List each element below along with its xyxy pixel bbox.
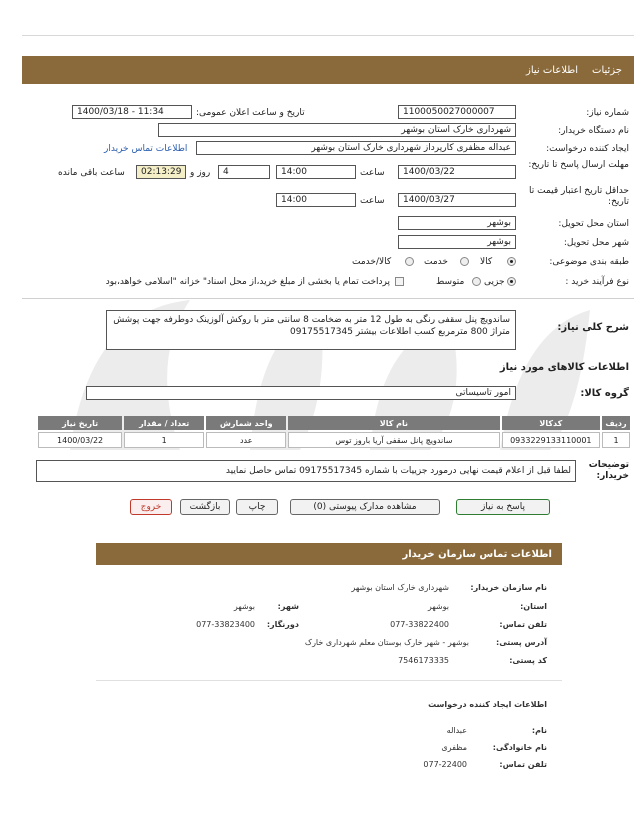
col-row: ردیف: [602, 416, 630, 430]
col-qty: تعداد / مقدار: [124, 416, 204, 430]
tab-details[interactable]: جزئیات: [592, 64, 622, 76]
col-code: کدکالا: [502, 416, 600, 430]
remaining-label: ساعت باقی مانده: [58, 168, 125, 178]
cell-qty: 1: [124, 432, 204, 448]
category-service-radio[interactable]: [460, 257, 469, 266]
contact-address-label: آدرس پستی:: [496, 638, 547, 647]
contact-divider: [96, 680, 562, 681]
reply-button[interactable]: پاسخ به نیاز: [456, 499, 550, 515]
creator-family-label: نام خانوادگی:: [492, 743, 547, 752]
category-both-label: کالا/خدمت: [352, 257, 392, 267]
creator-field: عبداله مظفری کارپرداز شهرداری خارک استان بوشهر: [196, 141, 516, 155]
deadline-date-field: 1400/03/22: [398, 165, 516, 179]
city-label: شهر محل تحویل:: [563, 238, 629, 248]
cell-unit: عدد: [206, 432, 286, 448]
deadline-time-field: 14:00: [276, 165, 356, 179]
process-minor-radio[interactable]: [507, 277, 516, 286]
need-number-field: 1100050027000007: [398, 105, 516, 119]
category-service-label: خدمت: [424, 257, 448, 267]
cell-date: 1400/03/22: [38, 432, 122, 448]
contact-fax-value: 077-33823400: [196, 620, 255, 629]
remaining-time-field: 02:13:29: [136, 165, 186, 179]
buyer-notes-text: لطفا قبل از اعلام قیمت نهایی درمورد جزییات با شماره 09175517345 تماس حاصل نمایید: [36, 460, 576, 482]
buyer-contact-link[interactable]: اطلاعات تماس خریدار: [104, 144, 188, 154]
view-docs-button[interactable]: مشاهده مدارک پیوستی (0): [290, 499, 440, 515]
city-field: بوشهر: [398, 235, 516, 249]
goods-table-header: [38, 416, 630, 430]
back-button[interactable]: بازگشت: [180, 499, 230, 515]
contact-fax-label: دورنگار:: [266, 620, 299, 629]
col-name: نام کالا: [288, 416, 499, 430]
contact-city-value: بوشهر: [233, 602, 255, 611]
print-button[interactable]: چاپ: [236, 499, 278, 515]
cell-name: ساندویچ پانل سقفی آریا باروز توس: [288, 432, 499, 448]
category-goods-radio[interactable]: [507, 257, 516, 266]
goods-table: [36, 414, 632, 450]
treasury-payment-note: پرداخت تمام یا بخشی از مبلغ خرید،از محل اسناد" خزانه "اسلامی خواهد،بود: [105, 277, 390, 287]
creator-name-value: عبداله: [446, 726, 467, 735]
treasury-payment-checkbox[interactable]: [395, 277, 404, 286]
section-divider: [22, 298, 634, 299]
contact-state-label: استان:: [520, 602, 547, 611]
goods-group-field: امور تاسیساتی: [86, 386, 516, 400]
process-medium-label: متوسط: [436, 277, 465, 287]
col-date: تاریخ نیاز: [38, 416, 122, 430]
category-label: طبقه بندی موضوعی:: [549, 257, 629, 267]
deadline-time-label: ساعت: [360, 168, 385, 178]
contact-city-label: شهر:: [277, 602, 299, 611]
creator-label: ایجاد کننده درخواست:: [546, 144, 629, 154]
contact-org-value: شهرداری خارک استان بوشهر: [351, 583, 449, 592]
contact-section-title: اطلاعات تماس سازمان خریدار: [96, 543, 562, 565]
page-header: [22, 56, 634, 84]
top-divider: [22, 35, 634, 36]
buyer-notes-label: توضیحات خریدار:: [588, 460, 629, 481]
buyer-org-label: نام دستگاه خریدار:: [558, 126, 629, 136]
goods-group-label: گروه کالا:: [580, 388, 629, 399]
category-goods-label: کالا: [480, 257, 493, 267]
summary-text: ساندویچ پنل سقفی رنگی به طول 12 متر به ضخامت 8 سانتی متر با روکش آلوزینک دوطرفه جهت پوشش متراژ 800 مترمربع کسب اطلاعات بیشتر 09175517345: [106, 310, 516, 350]
validity-time-field: 14:00: [276, 193, 356, 207]
contact-postal-label: کد پستی:: [509, 656, 547, 665]
buyer-org-field: شهرداری خارک استان بوشهر: [158, 123, 516, 137]
col-unit: واحد شمارش: [206, 416, 286, 430]
table-row: [38, 432, 630, 448]
announce-label: تاریخ و ساعت اعلان عمومی:: [196, 108, 305, 118]
need-number-label: شماره نیاز:: [586, 108, 629, 118]
summary-label: شرح کلی نیاز:: [557, 322, 629, 333]
validity-date-field: 1400/03/27: [398, 193, 516, 207]
validity-label: حداقل تاریخ اعتبار قیمت تا تاریخ:: [529, 186, 629, 207]
category-both-radio[interactable]: [405, 257, 414, 266]
province-label: استان محل تحویل:: [558, 219, 629, 229]
days-label: روز و: [190, 168, 211, 178]
creator-phone-label: تلفن تماس:: [499, 760, 547, 769]
process-medium-radio[interactable]: [472, 277, 481, 286]
creator-family-value: مظفری: [441, 743, 467, 752]
validity-time-label: ساعت: [360, 196, 385, 206]
cell-row: 1: [602, 432, 630, 448]
province-field: بوشهر: [398, 216, 516, 230]
deadline-label: مهلت ارسال پاسخ تا تاریخ:: [528, 160, 629, 170]
process-label: نوع فرآیند خرید :: [565, 277, 629, 287]
announce-field: 1400/03/18 - 11:34: [72, 105, 192, 119]
contact-postal-value: 7546173335: [398, 656, 449, 665]
tab-need-info[interactable]: اطلاعات نیاز: [526, 64, 579, 76]
creator-name-label: نام:: [531, 726, 547, 735]
cell-code: 0933229133110001: [502, 432, 600, 448]
creator-info-title: اطلاعات ایجاد کننده درخواست: [428, 700, 547, 709]
days-field: 4: [218, 165, 270, 179]
goods-section-title: اطلاعات کالاهای مورد نیاز: [499, 362, 629, 373]
contact-phone-label: تلفن تماس:: [499, 620, 547, 629]
exit-button[interactable]: خروج: [130, 499, 172, 515]
contact-phone-value: 077-33822400: [390, 620, 449, 629]
contact-org-label: نام سازمان خریدار:: [470, 583, 547, 592]
creator-phone-value: 077-22400: [423, 760, 467, 769]
contact-address-value: بوشهر - شهر خارک بوستان معلم شهرداری خارک: [304, 638, 469, 647]
process-minor-label: جزیی: [484, 277, 505, 287]
contact-state-value: بوشهر: [427, 602, 449, 611]
